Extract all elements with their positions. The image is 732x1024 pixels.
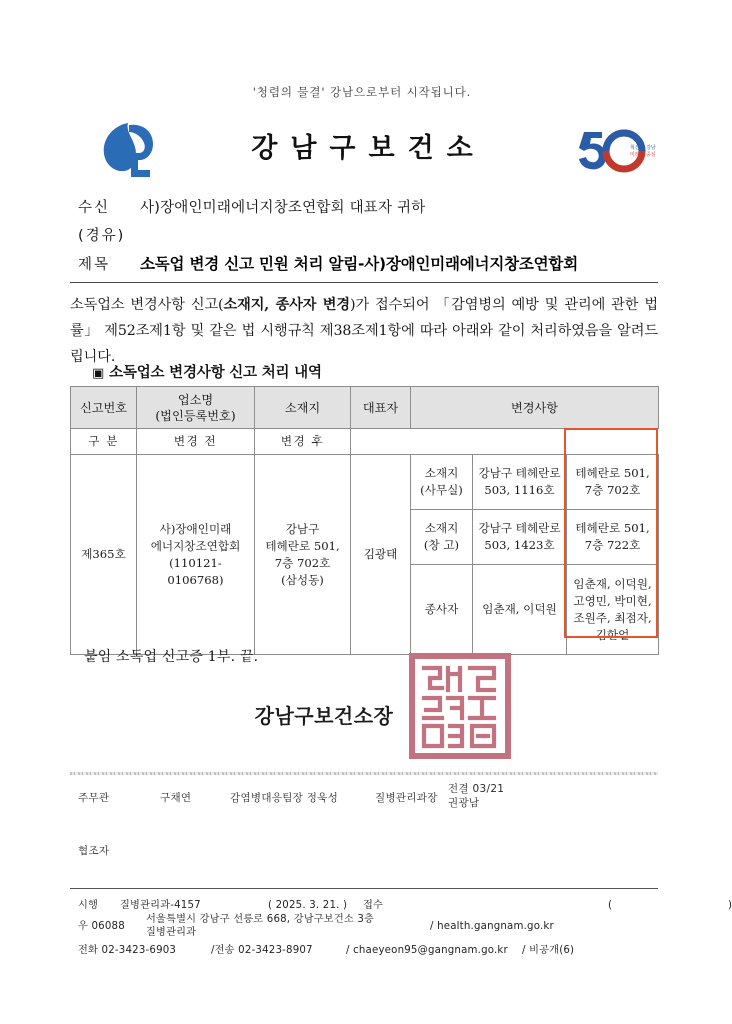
- section-marker-icon: ▣: [92, 366, 105, 381]
- cell-category-2-l1: 소재지: [424, 521, 459, 536]
- cell-before-2-l2: 503, 1423호: [484, 538, 555, 553]
- section-heading: [92, 361, 322, 382]
- cell-after-2-l1: 테헤란로 501,: [575, 521, 650, 536]
- footer-fax-value: 02-3423-8907: [238, 945, 313, 956]
- cell-location-l1: 강남구: [285, 521, 320, 536]
- via-row: [78, 224, 658, 245]
- table-subheader-row: [71, 429, 659, 455]
- th-changes: 변경사항: [411, 387, 659, 429]
- cell-category-1-l1: 소재지: [424, 466, 459, 481]
- approval-dept-head-title: 질병관리과장: [375, 792, 438, 804]
- footer-disclosure: / 비공개(6): [522, 945, 575, 956]
- via-label: (경유): [78, 228, 126, 244]
- addressing-block: [78, 196, 658, 274]
- cell-business-name-l1: 사)장애인미래: [159, 521, 232, 536]
- cell-report-no: 제365호: [71, 455, 137, 655]
- official-seal-icon: [408, 652, 512, 760]
- cell-after-2: [567, 510, 659, 565]
- th-before: 변경 전: [137, 429, 255, 455]
- cell-location-l3: 7층 702호: [274, 555, 331, 570]
- cooperator-label: 협조자: [78, 845, 110, 857]
- slogan-text: '청렴의 물결' 강남으로부터 시작됩니다.: [252, 85, 472, 99]
- th-location: 소재지: [255, 387, 351, 429]
- cell-before-3: 임춘재, 이덕원: [473, 565, 567, 655]
- cell-before-2: [473, 510, 567, 565]
- th-business-name-l1: 업소명: [177, 392, 214, 407]
- footer-receipt-label: 접수: [363, 900, 384, 911]
- subject-row: [78, 252, 658, 274]
- footer-divider: [70, 888, 658, 889]
- cell-after-1-l1: 테헤란로 501,: [575, 466, 650, 481]
- cell-after-3-l2: 고영민, 박미현,: [573, 593, 652, 608]
- body-text-part1: 소독업소 변경사항 신고(: [70, 297, 224, 313]
- th-representative: 대표자: [351, 387, 411, 429]
- cell-before-1: [473, 455, 567, 510]
- footer-tel-label: 전화: [78, 945, 99, 956]
- approval-clerk-title: 주무관: [78, 792, 110, 804]
- footer-zip-label: 우: [78, 921, 89, 932]
- cell-location: [255, 455, 351, 655]
- th-business-name: [137, 387, 255, 429]
- approval-dept-head-name: 권광남: [448, 797, 480, 809]
- cell-category-1-l2: (사무실): [420, 483, 463, 498]
- anniversary-sub2: 미래적 중심: [630, 152, 656, 158]
- approval-delegation: 전결 03/21: [448, 783, 505, 795]
- section-heading-text: 소독업소 변경사항 신고 처리 내역: [109, 364, 322, 381]
- table-header-row: [71, 387, 659, 429]
- cell-business-name-l4: 0106768): [167, 572, 224, 587]
- cell-after-3: [567, 565, 659, 655]
- approval-divider: [70, 772, 658, 775]
- body-paragraph: [70, 292, 658, 370]
- cell-location-l2: 테헤란로 501,: [265, 538, 340, 553]
- table-row: [71, 455, 659, 510]
- cell-before-2-l1: 강남구 테헤란로: [478, 521, 561, 536]
- th-report-no: 신고번호: [71, 387, 137, 429]
- cell-category-3: 종사자: [411, 565, 473, 655]
- document-header: [70, 116, 654, 186]
- body-text-bold: 소재지, 종사자 변경: [223, 297, 351, 313]
- signature-block: [0, 700, 724, 729]
- cell-category-1: [411, 455, 473, 510]
- cell-after-3-l4: 김한얼: [595, 627, 630, 642]
- footer-exec-date: ( 2025. 3. 21. ): [268, 900, 348, 911]
- signature-name: 강남구보건소장: [254, 704, 394, 728]
- recipient-value: 사)장애인미래에너지창조연합회 대표자 귀하: [140, 200, 426, 216]
- cell-after-3-l3: 조원주, 최점자,: [573, 610, 652, 625]
- cell-after-2-l2: 7층 722호: [584, 538, 641, 553]
- attachment-line: 붙임 소독업 신고증 1부. 끝.: [84, 649, 259, 665]
- footer-contact-row: [78, 943, 678, 961]
- subject-value: 소독업 변경 신고 민원 처리 알림-사)장애인미래에너지창조연합회: [140, 255, 578, 273]
- changes-table: [70, 386, 659, 655]
- approval-line: [70, 782, 670, 812]
- cell-category-2: [411, 510, 473, 565]
- footer-fax-label: /전송: [211, 945, 235, 956]
- cell-location-l4: (삼성동): [281, 572, 324, 587]
- body-text-part2: )가 접수되어 「감염병의 예방 및 관리에 관한 법률」 제52조제1항 및 같은 법 시행규칙 제38조제1항에 따라 아래와 같이 처리하였음을 알려드립니다.: [70, 297, 658, 365]
- footer-exec-label: 시행: [78, 900, 99, 911]
- cell-representative: 김광태: [351, 455, 411, 655]
- footer-website[interactable]: / health.gangnam.go.kr: [430, 921, 554, 932]
- approval-clerk-name: 구채연: [160, 792, 192, 804]
- cell-before-1-l2: 503, 1116호: [484, 483, 555, 498]
- cell-after-1: [567, 455, 659, 510]
- document-footer: [78, 898, 732, 961]
- cell-after-1-l2: 7층 702호: [584, 483, 641, 498]
- recipient-row: [78, 196, 658, 217]
- footer-address-row: [78, 915, 678, 941]
- footer-paren-left: (: [608, 900, 613, 911]
- cell-business-name: [137, 455, 255, 655]
- footer-address-l1: 서울특별시 강남구 선릉로 668, 강남구보건소 3층: [146, 914, 375, 925]
- th-after: 변경 후: [255, 429, 351, 455]
- cell-category-2-l2: (창 고): [423, 538, 460, 553]
- page-title: 강남구보건소: [251, 133, 486, 164]
- footer-paren-right: ): [728, 900, 732, 911]
- footer-address-l2: 질병관리과: [146, 927, 197, 938]
- subject-divider: [70, 282, 658, 283]
- footer-address-block: [146, 913, 374, 939]
- changes-table-wrapper: [70, 386, 658, 655]
- anniversary-sub1: 혁신적 강남: [630, 145, 656, 151]
- recipient-label: 수신: [78, 200, 111, 216]
- footer-tel-value: 02-3423-6903: [101, 945, 177, 956]
- th-category: 구 분: [71, 429, 137, 455]
- footer-tel-block: [78, 943, 176, 958]
- anniversary-50-logo-icon: [572, 124, 654, 174]
- cell-after-3-l1: 임춘재, 이덕원,: [573, 576, 652, 591]
- cell-business-name-l2: 에너지창조연합회: [150, 538, 241, 553]
- footer-exec-value: 질병관리과-4157: [120, 900, 201, 911]
- approval-team-leader: 감염병대응팀장 정욱성: [230, 792, 339, 804]
- footer-zip-block: [78, 919, 125, 934]
- subject-label: 제목: [78, 257, 111, 273]
- th-business-name-l2: (법인등록번호): [155, 408, 236, 423]
- cell-business-name-l3: (110121-: [169, 555, 222, 570]
- footer-fax-block: [211, 943, 313, 958]
- approval-delegation-block: [448, 782, 504, 810]
- footer-zip-code: 06088: [91, 921, 125, 932]
- cell-before-1-l1: 강남구 테헤란로: [478, 466, 561, 481]
- footer-email[interactable]: / chaeyeon95@gangnam.go.kr: [346, 945, 508, 956]
